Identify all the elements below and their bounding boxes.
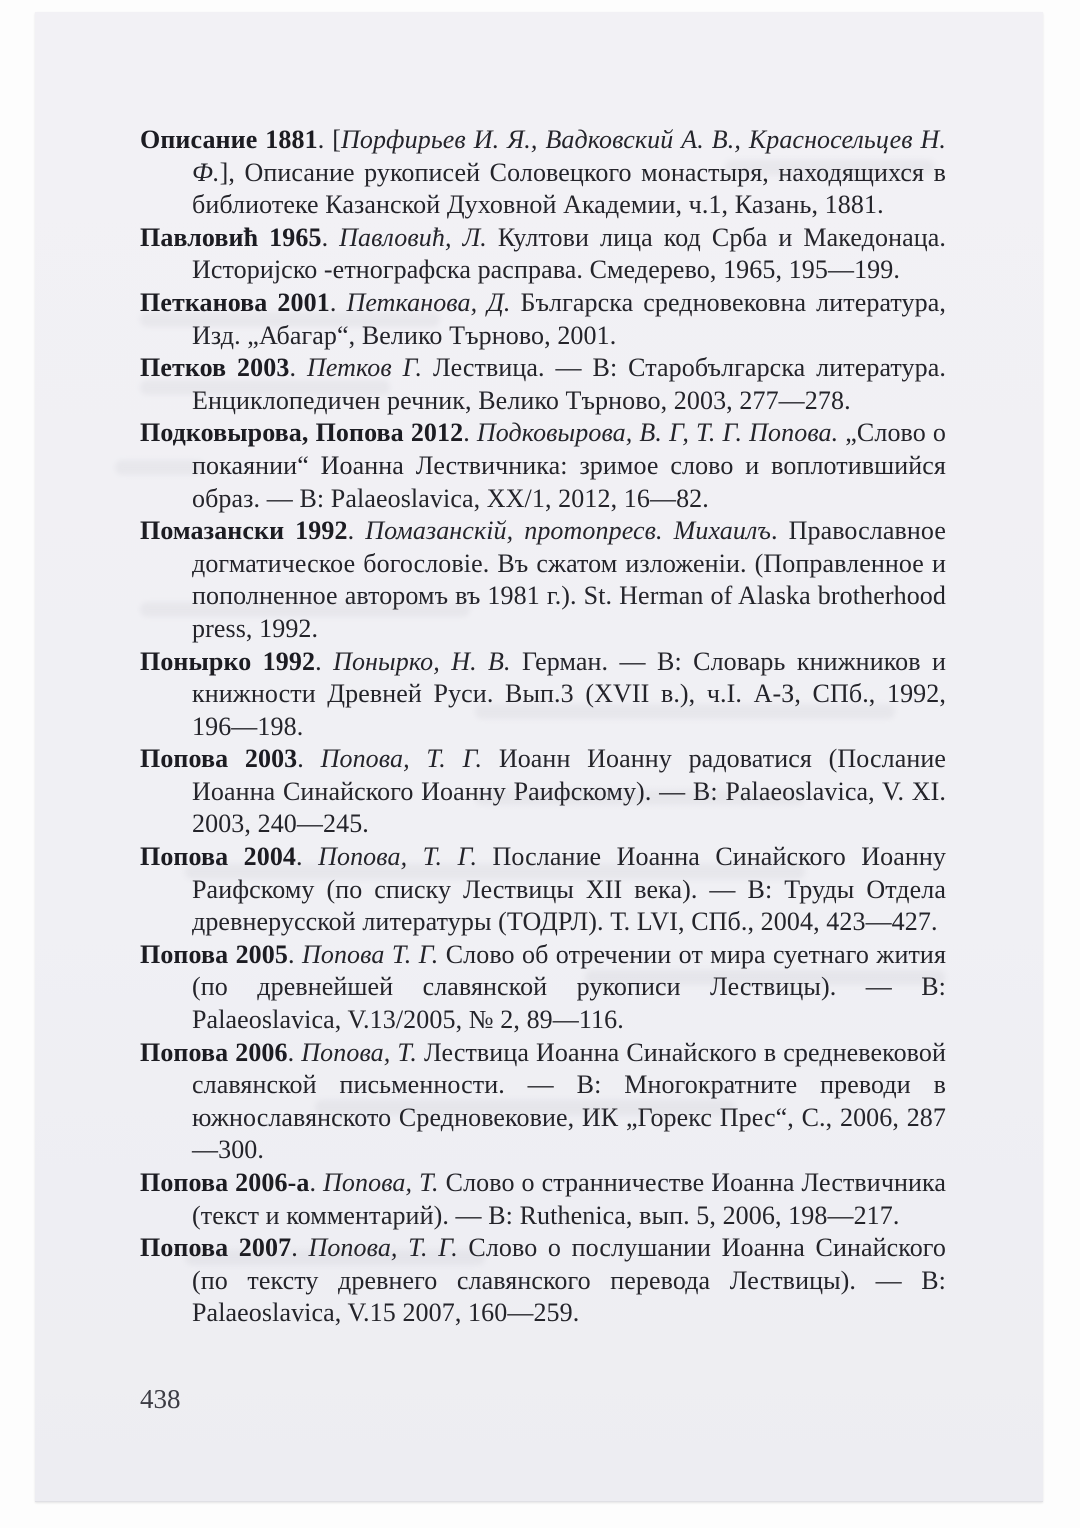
bibliography-entry — [140, 287, 946, 352]
entry-author: Попова, Т. — [323, 1168, 439, 1197]
entry-author: Петков Г. — [306, 353, 423, 383]
entry-citation-text: Слово об отречении от мира суетнаго жития (по древнейшей славянской рукописи Лествицы). — В: Palaeoslavica, V.13/2005, № 2, 89—116. — [192, 939, 947, 1035]
entry-ref-label: Попова 2006-а — [140, 1168, 310, 1197]
bibliography-list — [140, 124, 946, 1330]
entry-ref-label: Помазански 1992 — [140, 516, 348, 546]
entry-author: Помазанскій, протопресв. Михаилъ — [365, 516, 772, 546]
bibliography-entry — [140, 841, 946, 939]
bibliography-entry — [140, 1232, 946, 1330]
entry-citation-text: „Слово о покаянии“ Иоанна Лествичника: зримое слово и воплотившийся образ. — В: Palaeoslavica, XX/1, 2012, 16—82. — [192, 418, 947, 513]
entry-ref-label: Описание 1881 — [140, 125, 318, 154]
bibliography-entry — [140, 515, 946, 645]
page-number: 438 — [140, 1384, 181, 1414]
entry-author: Петканова, Д. — [346, 287, 511, 317]
bibliography-entry — [140, 352, 946, 417]
entry-citation-text: Послание Иоанна Синайского Иоанну Раифскому (по списку Лествицы XII века). — В: Труды Отдела древнерусской литературы (ТОДРЛ). Т. LVI, СПб., 2004, 423—427. — [192, 842, 947, 937]
entry-citation-text: Лествица Иоанна Синайского в средневековой славянской письменности. — В: Многократните преводи в южнославянското Средновековие, ИК „Горекс Прес“, С., 2006, 287—300. — [192, 1037, 946, 1165]
entry-separator: . — [329, 287, 347, 317]
entry-ref-label: Попова 2003 — [140, 744, 298, 774]
bibliography-entry — [140, 1167, 946, 1232]
entry-separator: . — [321, 222, 340, 252]
entry-citation-text: Герман. — В: Словарь книжников и книжности Древней Руси. Вып.3 (XVII в.), ч.I. А-З, СПб., 1992, 196—198. — [192, 646, 946, 741]
bibliography-entry — [140, 939, 946, 1037]
entry-separator: . — [289, 353, 307, 383]
bibliography-entry — [140, 646, 946, 744]
entry-author: Попова, Т. — [301, 1037, 417, 1067]
entry-author: Павловић, Л. — [339, 222, 487, 252]
entry-separator: . — [463, 418, 477, 448]
entry-ref-label: Попова 2007 — [140, 1233, 292, 1263]
entry-separator: . — [315, 646, 334, 676]
bibliography-entry — [140, 743, 946, 841]
bibliography-entry — [140, 1037, 946, 1167]
entry-citation-text: Култови лица код Срба и Македонаца. Историјско -етнографска расправа. Смедерево, 1965, 195—199. — [192, 222, 946, 285]
entry-ref-label: Подковырова, Попова 2012 — [140, 418, 464, 448]
entry-separator: . — [347, 516, 366, 546]
entry-citation-text: Българска средновековна литература, Изд. „Абагар“, Велико Търново, 2001. — [192, 287, 946, 350]
entry-separator: . — [297, 744, 321, 774]
entry-ref-label: Понырко 1992 — [140, 646, 316, 676]
entry-ref-label: Павловић 1965 — [140, 222, 322, 252]
entry-citation-text: Слово о послушании Иоанна Синайского (по тексту древнего славянского перевода Лествицы). — В: Palaeoslavica, V.15 2007, 160—259. — [192, 1233, 947, 1328]
entry-separator: . — [287, 1037, 302, 1067]
entry-ref-label: Попова 2006 — [140, 1037, 288, 1067]
entry-separator: . — [309, 1168, 324, 1197]
entry-separator: . — [291, 1233, 309, 1263]
entry-citation-text: Лествица. — В: Старобългарска литература. Енциклопедичен речник, Велико Търново, 2003, 277—278. — [192, 353, 946, 415]
entry-citation-text: Слово о странничестве Иоанна Лествичника (текст и комментарий). — В: Ruthenica, вып. 5, 2006, 198—217. — [192, 1168, 947, 1230]
entry-citation-text: ], Описание рукописей Соловецкого монастыря, находящихся в библиотеке Казанской Духовной Академии, ч.1, Казань, 1881. — [192, 157, 946, 220]
entry-author: Попова, Т. Г. — [308, 1233, 458, 1263]
bibliography-entry — [140, 124, 946, 222]
entry-ref-label: Петков 2003 — [140, 353, 290, 383]
entry-author: Порфирьев И. Я., Вадковский А. В., Красносельцев Н. Ф. — [192, 125, 947, 187]
entry-author: Понырко, Н. В. — [333, 646, 511, 676]
book-page — [35, 12, 1043, 1502]
entry-ref-label: Попова 2004 — [140, 842, 297, 872]
bibliography-entry — [140, 417, 946, 515]
entry-author: Подковырова, В. Г, Т. Г. Попова. — [476, 418, 839, 448]
bibliography-entry — [140, 222, 946, 287]
entry-author: Попова, Т. Г. — [318, 842, 478, 872]
entry-separator: . — [287, 939, 302, 969]
entry-author: Попова Т. Г. — [301, 939, 439, 969]
entry-ref-label: Петканова 2001 — [140, 287, 330, 317]
entry-ref-label: Попова 2005 — [140, 939, 288, 969]
entry-separator: . [ — [317, 125, 341, 154]
entry-citation-text: . Православное догматическое богословіе. Въ сжатом изложеніи. (Поправленное и пополненное авторомъ въ 1981 г.). St. Herman of Alaska brotherhood press, 1992. — [192, 516, 946, 643]
entry-separator: . — [296, 842, 319, 872]
entry-citation-text: Иоанн Иоанну радоватися (Послание Иоанна Синайского Иоанну Раифскому). — В: Palaeoslavica, V. XI. 2003, 240—245. — [192, 744, 947, 839]
entry-author: Попова, Т. Г. — [320, 744, 483, 774]
